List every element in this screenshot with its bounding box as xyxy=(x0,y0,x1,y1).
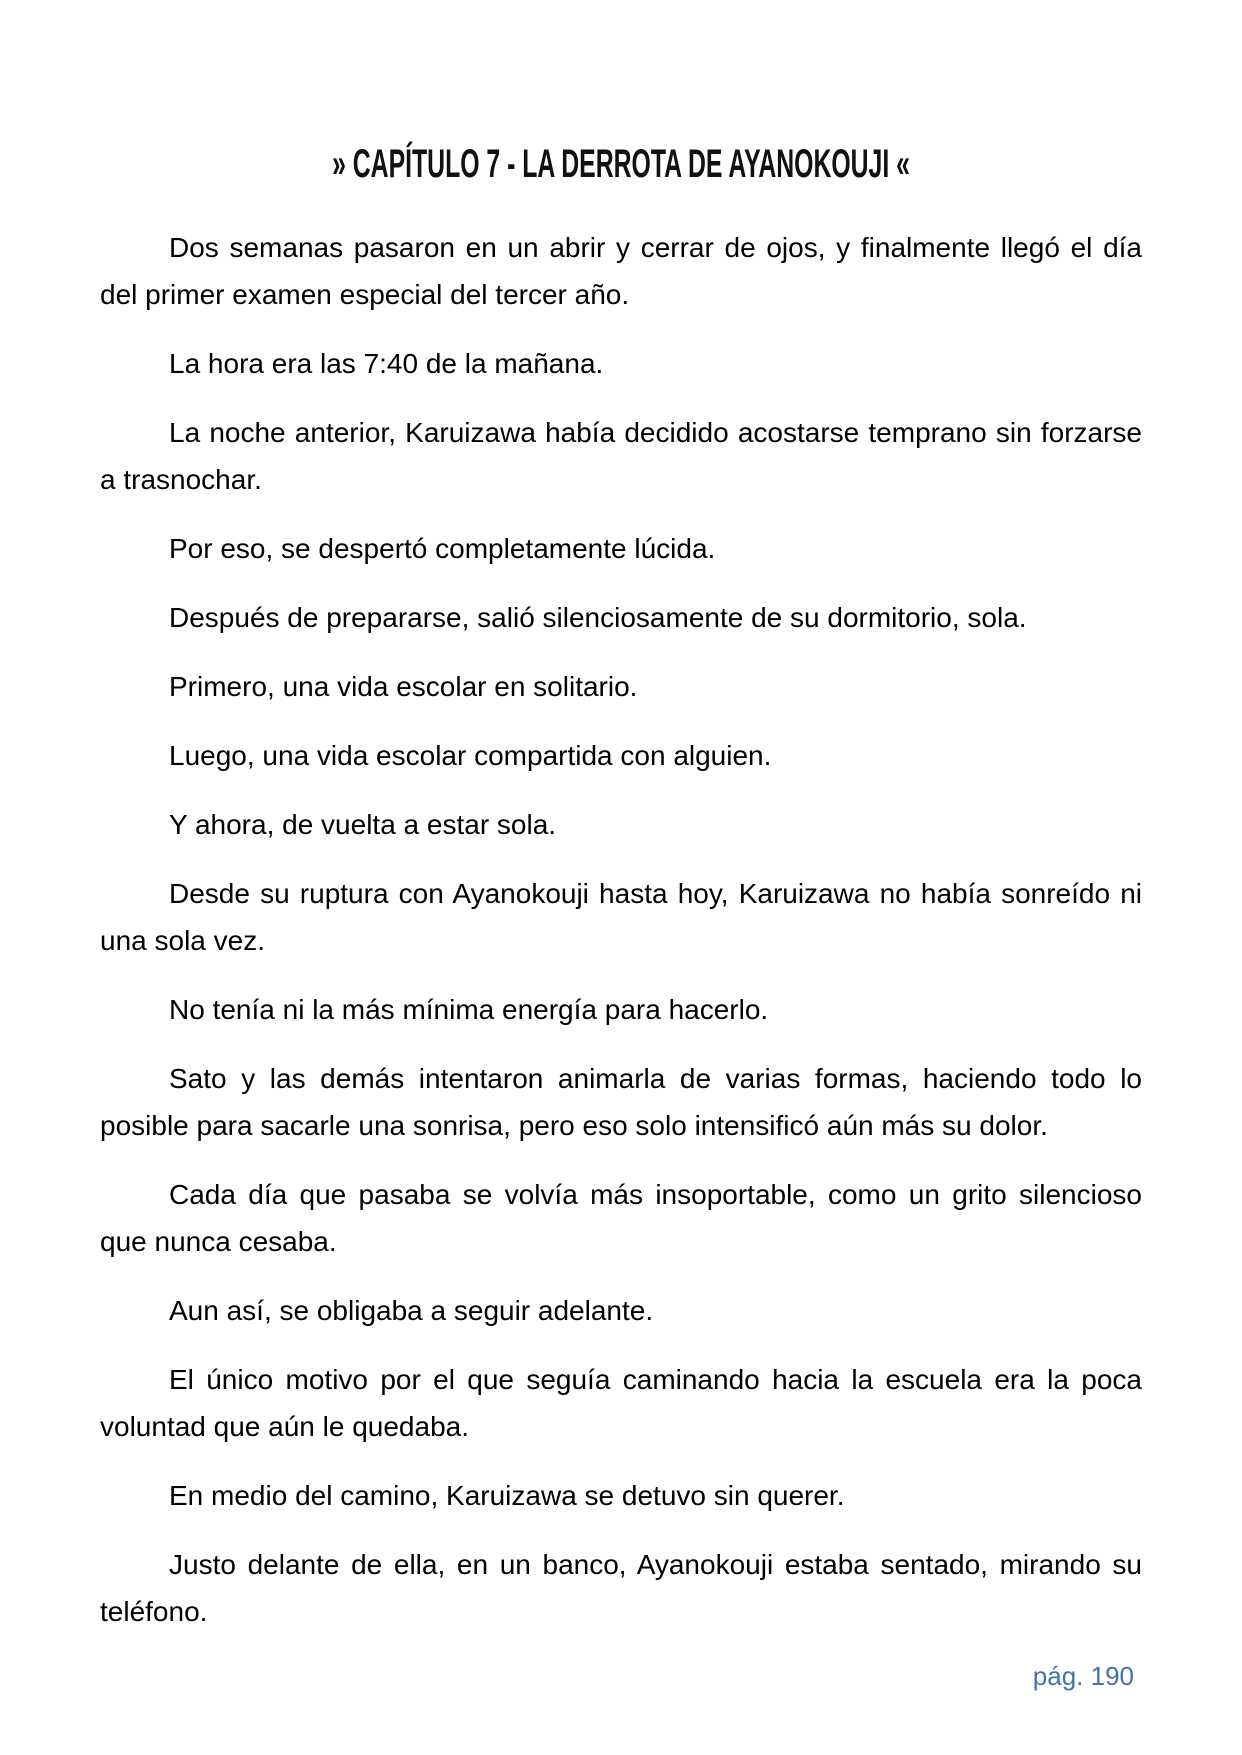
page-footer xyxy=(1033,1661,1134,1691)
paragraph: Después de prepararse, salió silenciosamente de su dormitorio, sola. xyxy=(169,602,1027,633)
paragraph: En medio del camino, Karuizawa se detuvo sin querer. xyxy=(169,1480,845,1511)
paragraph: Y ahora, de vuelta a estar sola. xyxy=(169,809,557,840)
paragraph: Luego, una vida escolar compartida con alguien. xyxy=(169,740,772,771)
page-number: pág. 190 xyxy=(1032,1661,1134,1691)
paragraph: La noche anterior, Karuizawa había decidido acostarse temprano sin forzarse a trasnochar. xyxy=(100,417,1142,495)
paragraph: Cada día que pasaba se volvía más insoportable, como un grito silencioso que nunca cesaba. xyxy=(100,1179,1142,1257)
paragraph: Sato y las demás intentaron animarla de varias formas, haciendo todo lo posible para sacarle una sonrisa, pero eso solo intensificó aún más su dolor. xyxy=(100,1063,1142,1141)
paragraph: No tenía ni la más mínima energía para hacerlo. xyxy=(169,994,769,1025)
chapter-title-text: » CAPÍTULO 7 - LA DERROTA DE AYANOKOUJI « xyxy=(332,142,910,186)
chapter-title xyxy=(0,0,1242,190)
paragraph: Dos semanas pasaron en un abrir y cerrar de ojos, y finalmente llegó el día del primer examen especial del tercer año. xyxy=(100,232,1142,310)
paragraph: Por eso, se despertó completamente lúcida. xyxy=(169,533,716,564)
paragraph: Primero, una vida escolar en solitario. xyxy=(169,671,638,702)
document-body xyxy=(100,224,1142,1635)
paragraph: El único motivo por el que seguía caminando hacia la escuela era la poca voluntad que aún le quedaba. xyxy=(100,1364,1142,1442)
paragraph: Desde su ruptura con Ayanokouji hasta hoy, Karuizawa no había sonreído ni una sola vez. xyxy=(100,878,1142,956)
paragraph: La hora era las 7:40 de la mañana. xyxy=(169,348,604,379)
paragraph: Justo delante de ella, en un banco, Ayanokouji estaba sentado, mirando su teléfono. xyxy=(100,1549,1142,1627)
paragraph: Aun así, se obligaba a seguir adelante. xyxy=(169,1295,654,1326)
